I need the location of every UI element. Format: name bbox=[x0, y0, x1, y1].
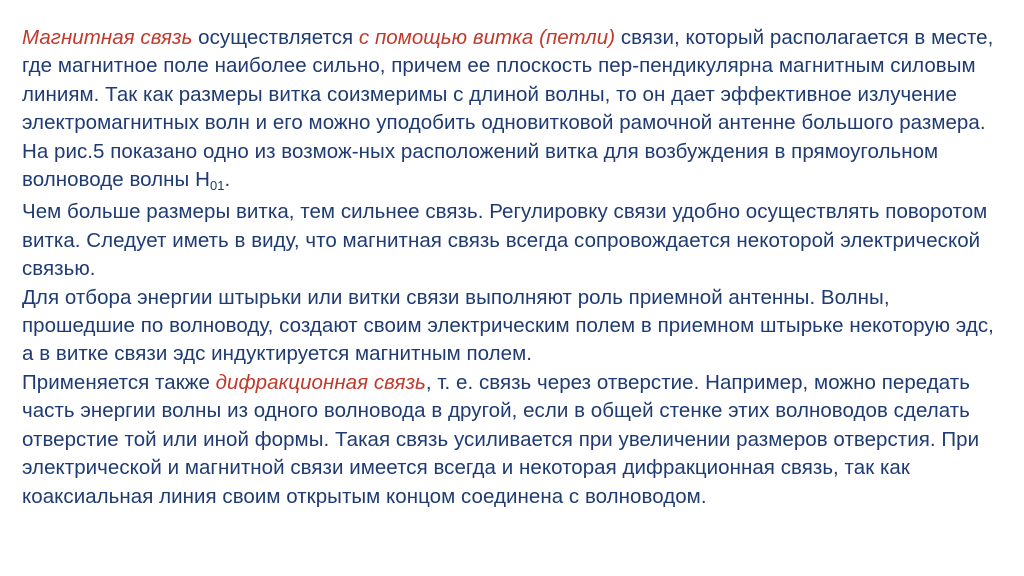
paragraph-text: осуществляется bbox=[192, 26, 359, 49]
paragraph-diffraction-coupling bbox=[22, 369, 1006, 511]
term-diffraction-coupling: дифракционная связь bbox=[215, 370, 426, 394]
slide-body bbox=[22, 24, 1006, 511]
paragraph-energy-extraction: Для отбора энергии штырьки или витки связи выполняют роль приемной антенны. Волны, прошедшие по волноводу, создают своим электрическим полем в приемном штырьке некоторую эдс, а в витке связи эдс индуктируется магнитным полем. bbox=[22, 285, 994, 366]
paragraph-text: связи, который располагается в месте, где магнитное поле наиболее сильно, причем ее плоскость пер-пендикулярна магнитным силовым линиям. Так как размеры витка соизмеримы с длиной волны, то он дает эффективное излучение электромагнитных волн и его можно уподобить одновитковой рамочной антенне большого размера. На рис.5 показано одно из возмож-ных расположений витка для возбуждения в прямоугольном волноводе волны H bbox=[22, 26, 994, 192]
paragraph-text: Применяется также bbox=[22, 370, 216, 394]
term-magnetic-coupling: Магнитная связь bbox=[22, 26, 193, 49]
paragraph-magnetic-coupling bbox=[22, 24, 1006, 194]
paragraph-loop-size: Чем больше размеры витка, тем сильнее связь. Регулировку связи удобно осуществлять поворотом витка. Следует иметь в виду, что магнитная связь всегда сопровождается некоторой электрической связью. bbox=[22, 200, 988, 281]
paragraph-text: . bbox=[224, 168, 231, 192]
paragraph-text: , т. е. связь через отверстие. Например, можно передать часть энергии волны из одного волновода в другой, если в общей стенке этих волноводов сделать отверстие той или иной формы. Такая связь усиливается при увеличении размеров отверстия. При электрической и магнитной связи имеется всегда и некоторая дифракционная связь, так как коаксиальная линия своим открытым концом соединена с волноводом. bbox=[22, 370, 980, 508]
term-coupling-loop: с помощью витка (петли) bbox=[358, 26, 616, 49]
wave-mode-subscript: 01 bbox=[209, 178, 225, 194]
